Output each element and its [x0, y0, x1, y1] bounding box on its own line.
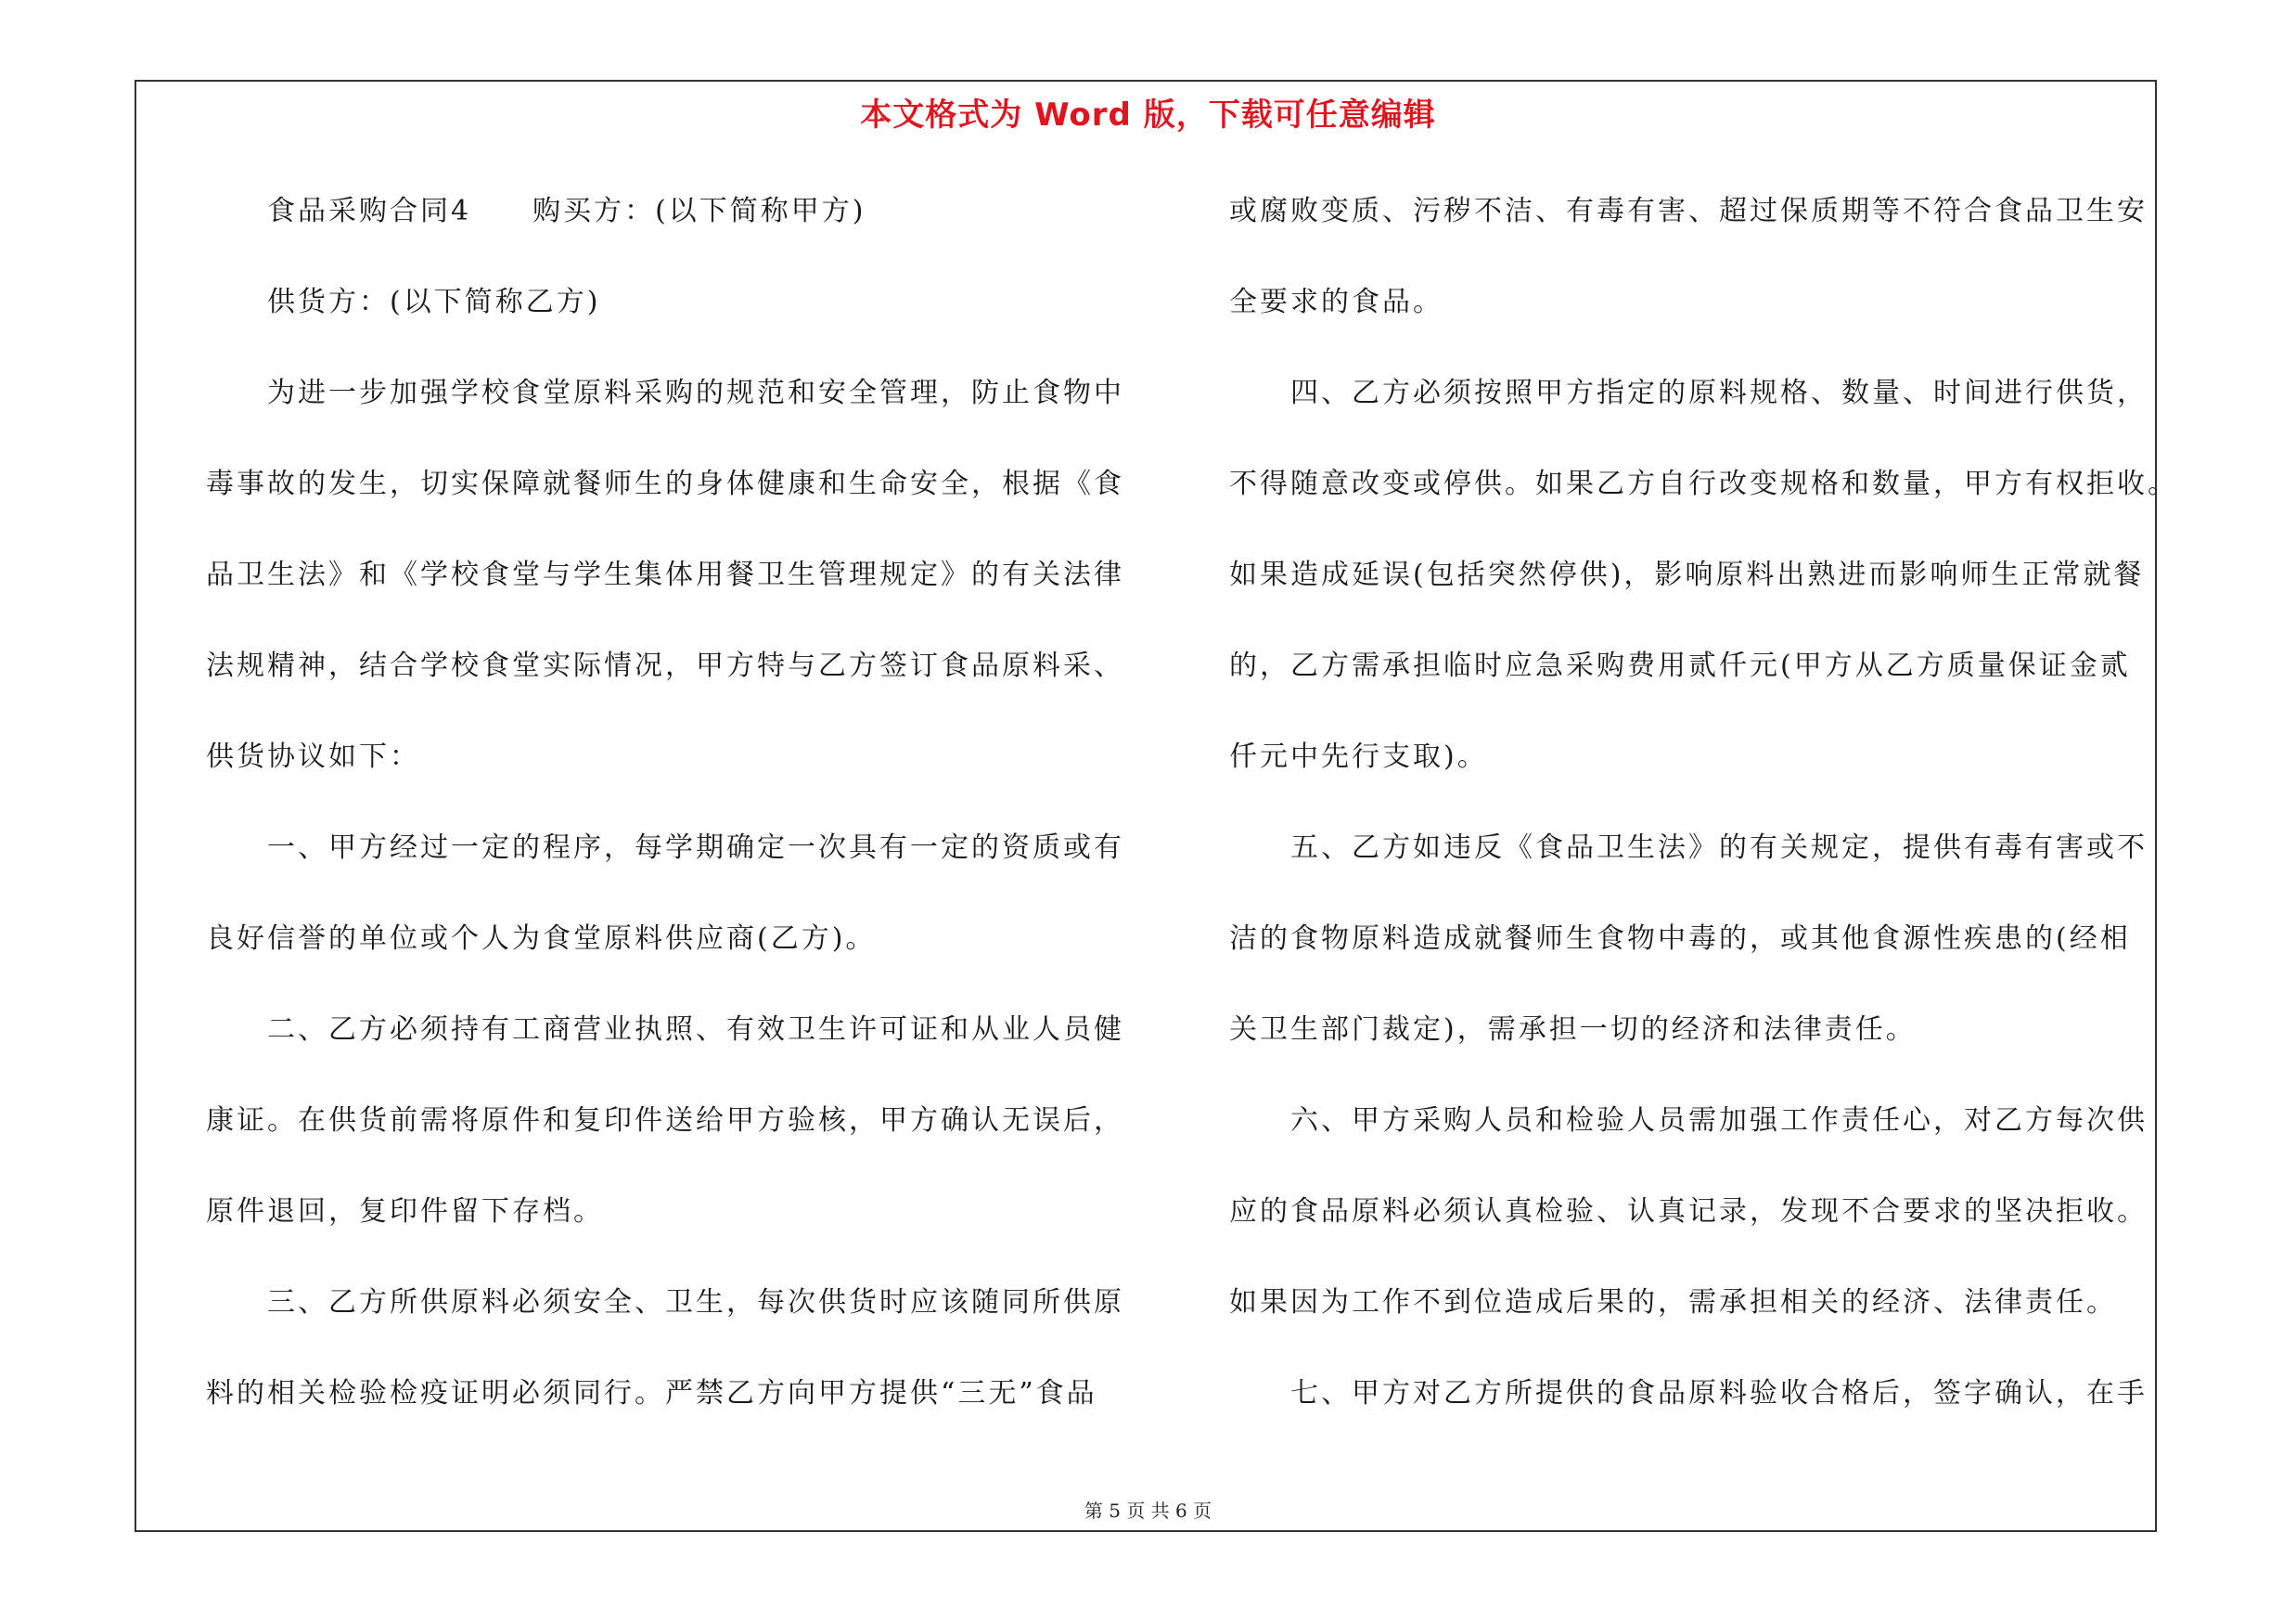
text-line: 毒事故的发生，切实保障就餐师生的身体健康和生命安全，根据《食 [206, 468, 1124, 500]
text-line: 食品采购合同4 购买方：(以下简称甲方) [206, 195, 866, 227]
text-line: 洁的食物原料造成就餐师生食物中毒的，或其他食源性疾患的(经相 [1229, 922, 2131, 955]
text-line: 为进一步加强学校食堂原料采购的规范和安全管理，防止食物中 [206, 377, 1124, 409]
text-line: 应的食品原料必须认真检验、认真记录，发现不合要求的坚决拒收。 [1229, 1195, 2148, 1228]
text-line: 六、甲方采购人员和检验人员需加强工作责任心，对乙方每次供 [1229, 1104, 2148, 1137]
text-line: 料的相关检验检疫证明必须同行。严禁乙方向甲方提供“三无”食品 [206, 1377, 1097, 1410]
text-line: 如果造成延误(包括突然停供)，影响原料出熟进而影响师生正常就餐 [1229, 559, 2145, 591]
banner-title: 本文格式为 Word 版，下载可任意编辑 [860, 97, 1436, 134]
text-line: 法规精神，结合学校食堂实际情况，甲方特与乙方签订食品原料采、 [206, 650, 1124, 682]
text-line: 一、甲方经过一定的程序，每学期确定一次具有一定的资质或有 [206, 831, 1124, 864]
text-line: 七、甲方对乙方所提供的食品原料验收合格后，签字确认，在手 [1229, 1377, 2148, 1410]
text-line: 不得随意改变或停供。如果乙方自行改变规格和数量，甲方有权拒收。 [1229, 468, 2178, 500]
text-line: 关卫生部门裁定)，需承担一切的经济和法律责任。 [1229, 1013, 1917, 1046]
text-line: 全要求的食品。 [1229, 286, 1443, 318]
text-line: 原件退回，复印件留下存档。 [206, 1195, 604, 1228]
text-line: 供货方：(以下简称乙方) [206, 286, 601, 318]
text-line: 良好信誉的单位或个人为食堂原料供应商(乙方)。 [206, 922, 877, 955]
right-text-column [1229, 184, 2178, 1457]
page-number: 第 5 页 共 6 页 [1084, 1500, 1212, 1522]
left-text-column [206, 184, 1134, 1457]
text-line: 二、乙方必须持有工商营业执照、有效卫生许可证和从业人员健 [206, 1013, 1124, 1046]
text-line: 如果因为工作不到位造成后果的，需承担相关的经济、法律责任。 [1229, 1286, 2117, 1319]
text-line: 的，乙方需承担临时应急采购费用贰仟元(甲方从乙方质量保证金贰 [1229, 650, 2131, 682]
text-line: 仟元中先行支取)。 [1229, 741, 1488, 773]
text-line: 品卫生法》和《学校食堂与学生集体用餐卫生管理规定》的有关法律 [206, 559, 1124, 591]
text-line: 或腐败变质、污秽不洁、有毒有害、超过保质期等不符合食品卫生安 [1229, 195, 2148, 227]
text-line: 三、乙方所供原料必须安全、卫生，每次供货时应该随同所供原 [206, 1286, 1124, 1319]
text-line: 康证。在供货前需将原件和复印件送给甲方验核，甲方确认无误后， [206, 1104, 1124, 1137]
text-line: 供货协议如下： [206, 741, 420, 773]
text-line: 四、乙方必须按照甲方指定的原料规格、数量、时间进行供货， [1229, 377, 2148, 409]
text-line: 五、乙方如违反《食品卫生法》的有关规定，提供有毒有害或不 [1229, 831, 2148, 864]
